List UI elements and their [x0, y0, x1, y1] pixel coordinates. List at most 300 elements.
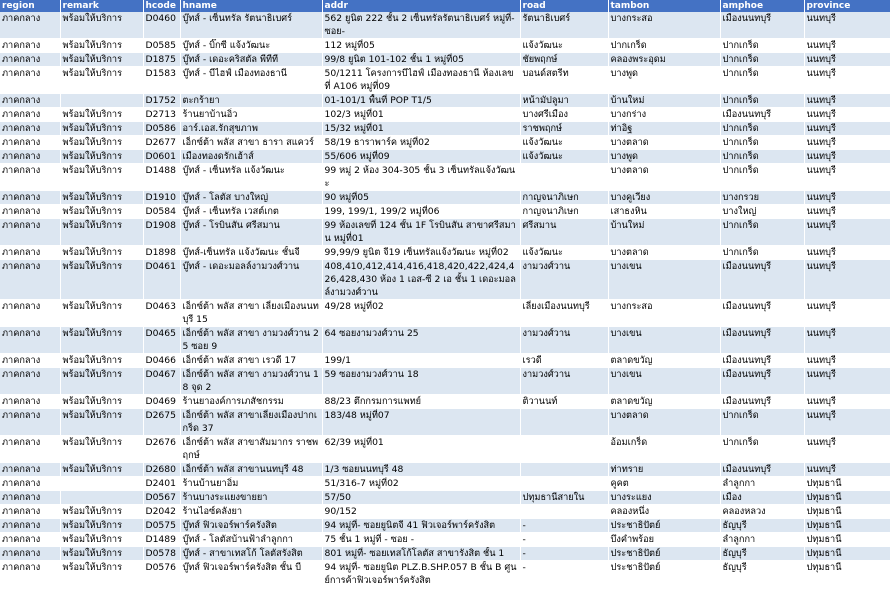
- cell-addr[interactable]: 51/316-7 หมู่ที่02: [322, 477, 520, 491]
- cell-addr[interactable]: 90/152: [322, 505, 520, 519]
- cell-hname[interactable]: ร้านยาองค์การเภสัชกรรม: [180, 395, 322, 409]
- cell-addr[interactable]: 99,99/9 ยูนิต จี19 เซ็นทรัลแจ้งวัฒนะ หมู่ที่02: [322, 246, 520, 260]
- cell-region[interactable]: ภาคกลาง: [0, 67, 60, 94]
- cell-addr[interactable]: 01-101/1 พื้นที่ POP T1/5: [322, 94, 520, 108]
- cell-tambon[interactable]: ประชาธิปัตย์: [608, 519, 720, 533]
- cell-province[interactable]: ปทุมธานี: [804, 477, 890, 491]
- cell-region[interactable]: ภาคกลาง: [0, 191, 60, 205]
- cell-amphoe[interactable]: ปากเกร็ด: [720, 67, 804, 94]
- cell-province[interactable]: นนทบุรี: [804, 108, 890, 122]
- table-row: [0, 395, 890, 409]
- cell-region[interactable]: ภาคกลาง: [0, 164, 60, 191]
- cell-hcode[interactable]: D2680: [143, 463, 180, 477]
- cell-tambon[interactable]: บางเขน: [608, 260, 720, 300]
- cell-amphoe[interactable]: ธัญบุรี: [720, 561, 804, 588]
- cell-hname[interactable]: เมืองทองดรักเฮ้าส์: [180, 150, 322, 164]
- table-row: [0, 327, 890, 354]
- cell-amphoe[interactable]: ธัญบุรี: [720, 547, 804, 561]
- cell-province[interactable]: นนทบุรี: [804, 122, 890, 136]
- cell-remark[interactable]: [60, 94, 143, 108]
- cell-remark[interactable]: พร้อมให้บริการ: [60, 409, 143, 436]
- cell-road[interactable]: [520, 409, 608, 436]
- cell-hname[interactable]: บู๊ทส์ ฟิวเจอร์พาร์ครังสิต ชั้น บี: [180, 561, 322, 588]
- cell-hname[interactable]: เอ็กซ์ต้า พลัส สาขาสัมมากร ราชพฤกษ์: [180, 436, 322, 463]
- cell-addr[interactable]: 15/32 หมู่ที่01: [322, 122, 520, 136]
- header-hname[interactable]: hname: [180, 0, 322, 12]
- cell-hname[interactable]: เอ็กซ์ต้า พลัส สาขา เรวดี 17: [180, 354, 322, 368]
- cell-province[interactable]: ปทุมธานี: [804, 519, 890, 533]
- cell-region[interactable]: ภาคกลาง: [0, 260, 60, 300]
- cell-addr[interactable]: 408,410,412,414,416,418,420,422,424,426,428,430 ห้อง 1 เอส-ซี 2 เอ ชั้น 1 เดอะมอลล์งามวงศ์วาน: [322, 260, 520, 300]
- header-hcode[interactable]: hcode: [143, 0, 180, 12]
- cell-tambon[interactable]: บางพูด: [608, 67, 720, 94]
- cell-amphoe[interactable]: เมืองนนทบุรี: [720, 300, 804, 327]
- cell-tambon[interactable]: ประชาธิปัตย์: [608, 561, 720, 588]
- cell-hcode[interactable]: D0461: [143, 260, 180, 300]
- cell-addr[interactable]: 62/39 หมู่ที่01: [322, 436, 520, 463]
- cell-hname[interactable]: ร้านบางระแยงขายยา: [180, 491, 322, 505]
- cell-road[interactable]: ราชพฤกษ์: [520, 122, 608, 136]
- cell-region[interactable]: ภาคกลาง: [0, 547, 60, 561]
- cell-region[interactable]: ภาคกลาง: [0, 219, 60, 246]
- cell-province[interactable]: ปทุมธานี: [804, 547, 890, 561]
- cell-province[interactable]: นนทบุรี: [804, 395, 890, 409]
- cell-tambon[interactable]: บางคูเวียง: [608, 191, 720, 205]
- cell-road[interactable]: ศรีสมาน: [520, 219, 608, 246]
- cell-amphoe[interactable]: เมืองนนทบุรี: [720, 260, 804, 300]
- cell-hname[interactable]: บู๊ทส์ - เดอะมอลล์งามวงศ์วาน: [180, 260, 322, 300]
- cell-hcode[interactable]: D0586: [143, 122, 180, 136]
- cell-tambon[interactable]: บางกระสอ: [608, 12, 720, 39]
- cell-addr[interactable]: 94 หมู่ที่- ซอยยูนิต PLZ.B.SHP.057 B ชั้น B ศูนย์การค้าฟิวเจอร์พาร์ครังสิต: [322, 561, 520, 588]
- cell-amphoe[interactable]: เมืองนนทบุรี: [720, 12, 804, 39]
- cell-hcode[interactable]: D0567: [143, 491, 180, 505]
- cell-amphoe[interactable]: เมือง: [720, 491, 804, 505]
- cell-hcode[interactable]: D2401: [143, 477, 180, 491]
- cell-tambon[interactable]: ท่าทราย: [608, 463, 720, 477]
- cell-road[interactable]: [520, 505, 608, 519]
- cell-tambon[interactable]: บางระแยง: [608, 491, 720, 505]
- cell-addr[interactable]: 59 ซอยงามวงศ์วาน 18: [322, 368, 520, 395]
- table-row: [0, 533, 890, 547]
- cell-hname[interactable]: บู๊ทส์ - เซ็นทรัล รัตนาธิเบศร์: [180, 12, 322, 39]
- cell-tambon[interactable]: บ้านใหม่: [608, 219, 720, 246]
- cell-remark[interactable]: พร้อมให้บริการ: [60, 39, 143, 53]
- cell-amphoe[interactable]: ปากเกร็ด: [720, 219, 804, 246]
- cell-hcode[interactable]: D2676: [143, 436, 180, 463]
- cell-region[interactable]: ภาคกลาง: [0, 205, 60, 219]
- table-row: [0, 191, 890, 205]
- cell-tambon[interactable]: บางตลาด: [608, 164, 720, 191]
- cell-remark[interactable]: พร้อมให้บริการ: [60, 395, 143, 409]
- cell-amphoe[interactable]: ปากเกร็ด: [720, 53, 804, 67]
- cell-province[interactable]: นนทบุรี: [804, 191, 890, 205]
- table-body: [0, 12, 890, 588]
- cell-hcode[interactable]: D2675: [143, 409, 180, 436]
- cell-province[interactable]: ปทุมธานี: [804, 505, 890, 519]
- cell-road[interactable]: -: [520, 547, 608, 561]
- cell-region[interactable]: ภาคกลาง: [0, 519, 60, 533]
- cell-amphoe[interactable]: คลองหลวง: [720, 505, 804, 519]
- cell-tambon[interactable]: บางตลาด: [608, 246, 720, 260]
- cell-hname[interactable]: บู๊ทส์ - บีไฮฟ์ เมืองทองธานี: [180, 67, 322, 94]
- cell-amphoe[interactable]: บางกรวย: [720, 191, 804, 205]
- cell-amphoe[interactable]: ลำลูกกา: [720, 533, 804, 547]
- cell-remark[interactable]: พร้อมให้บริการ: [60, 463, 143, 477]
- cell-region[interactable]: ภาคกลาง: [0, 409, 60, 436]
- cell-amphoe[interactable]: ปากเกร็ด: [720, 136, 804, 150]
- cell-region[interactable]: ภาคกลาง: [0, 327, 60, 354]
- cell-hname[interactable]: บู๊ทส์ - โลตัสบ้านฟ้าลำลูกกา: [180, 533, 322, 547]
- cell-remark[interactable]: พร้อมให้บริการ: [60, 547, 143, 561]
- cell-addr[interactable]: 90 หมู่ที่05: [322, 191, 520, 205]
- table-row: [0, 246, 890, 260]
- header-tambon[interactable]: tambon: [608, 0, 720, 12]
- cell-road[interactable]: บอนด์สตรีท: [520, 67, 608, 94]
- cell-remark[interactable]: พร้อมให้บริการ: [60, 354, 143, 368]
- cell-tambon[interactable]: ท่าอิฐ: [608, 122, 720, 136]
- cell-addr[interactable]: 99/8 ยูนิต 101-102 ชั้น 1 หมู่ที่05: [322, 53, 520, 67]
- cell-tambon[interactable]: คลองพระอุดม: [608, 53, 720, 67]
- cell-hcode[interactable]: D0463: [143, 300, 180, 327]
- cell-hname[interactable]: เอ็กซ์ต้า พลัส สาขา งามวงศ์วาน 18 จุด 2: [180, 368, 322, 395]
- cell-province[interactable]: ปทุมธานี: [804, 561, 890, 588]
- cell-hcode[interactable]: D0576: [143, 561, 180, 588]
- cell-hname[interactable]: เอ็กซ์ต้า พลัส สาขาเลี่ยงเมืองปากเกร็ด 37: [180, 409, 322, 436]
- cell-remark[interactable]: พร้อมให้บริการ: [60, 150, 143, 164]
- cell-hname[interactable]: บู๊ทส์ - บิ๊กซี แจ้งวัฒนะ: [180, 39, 322, 53]
- cell-remark[interactable]: พร้อมให้บริการ: [60, 327, 143, 354]
- cell-hcode[interactable]: D1910: [143, 191, 180, 205]
- cell-remark[interactable]: พร้อมให้บริการ: [60, 53, 143, 67]
- cell-province[interactable]: นนทบุรี: [804, 39, 890, 53]
- cell-hname[interactable]: ตะกร้ายา: [180, 94, 322, 108]
- table-row: [0, 477, 890, 491]
- cell-region[interactable]: ภาคกลาง: [0, 463, 60, 477]
- cell-province[interactable]: นนทบุรี: [804, 219, 890, 246]
- cell-road[interactable]: -: [520, 519, 608, 533]
- header-remark[interactable]: remark: [60, 0, 143, 12]
- cell-hcode[interactable]: D0575: [143, 519, 180, 533]
- cell-road[interactable]: ติวานนท์: [520, 395, 608, 409]
- cell-hname[interactable]: บู๊ทส์ - เดอะคริสตัล พีทีที: [180, 53, 322, 67]
- table-row: [0, 547, 890, 561]
- cell-hcode[interactable]: D0460: [143, 12, 180, 39]
- cell-remark[interactable]: พร้อมให้บริการ: [60, 108, 143, 122]
- cell-region[interactable]: ภาคกลาง: [0, 108, 60, 122]
- cell-tambon[interactable]: บางเขน: [608, 327, 720, 354]
- cell-road[interactable]: ชัยพฤกษ์: [520, 53, 608, 67]
- header-region[interactable]: region: [0, 0, 60, 12]
- cell-addr[interactable]: 199/1: [322, 354, 520, 368]
- cell-hcode[interactable]: D0601: [143, 150, 180, 164]
- cell-amphoe[interactable]: ปากเกร็ด: [720, 94, 804, 108]
- cell-tambon[interactable]: ตลาดขวัญ: [608, 354, 720, 368]
- cell-amphoe[interactable]: ลำลูกกา: [720, 477, 804, 491]
- cell-amphoe[interactable]: ปากเกร็ด: [720, 164, 804, 191]
- cell-addr[interactable]: 1/3 ซอยนนทบุรี 48: [322, 463, 520, 477]
- cell-addr[interactable]: 562 ยูนิต 222 ชั้น 2 เซ็นทรัลรัตนาธิเบศร์ หมู่ที่- ซอย-: [322, 12, 520, 39]
- cell-amphoe[interactable]: เมืองนนทบุรี: [720, 108, 804, 122]
- cell-tambon[interactable]: เสาธงหิน: [608, 205, 720, 219]
- cell-remark[interactable]: พร้อมให้บริการ: [60, 136, 143, 150]
- cell-addr[interactable]: 75 ชั้น 1 หมู่ที่ - ซอย -: [322, 533, 520, 547]
- cell-region[interactable]: ภาคกลาง: [0, 150, 60, 164]
- cell-amphoe[interactable]: ปากเกร็ด: [720, 150, 804, 164]
- cell-hcode[interactable]: D0469: [143, 395, 180, 409]
- cell-road[interactable]: บางศรีเมือง: [520, 108, 608, 122]
- cell-province[interactable]: นนทบุรี: [804, 246, 890, 260]
- cell-hcode[interactable]: D1898: [143, 246, 180, 260]
- cell-province[interactable]: นนทบุรี: [804, 436, 890, 463]
- cell-remark[interactable]: พร้อมให้บริการ: [60, 122, 143, 136]
- cell-amphoe[interactable]: ปากเกร็ด: [720, 39, 804, 53]
- cell-province[interactable]: นนทบุรี: [804, 368, 890, 395]
- table-row: [0, 409, 890, 436]
- cell-hcode[interactable]: D0465: [143, 327, 180, 354]
- cell-hcode[interactable]: D1488: [143, 164, 180, 191]
- cell-hname[interactable]: บู๊ทส์ - โลตัส บางใหญ่: [180, 191, 322, 205]
- cell-addr[interactable]: 64 ซอยงามวงศ์วาน 25: [322, 327, 520, 354]
- cell-remark[interactable]: [60, 491, 143, 505]
- cell-region[interactable]: ภาคกลาง: [0, 561, 60, 588]
- cell-road[interactable]: -: [520, 533, 608, 547]
- cell-addr[interactable]: 112 หมู่ที่05: [322, 39, 520, 53]
- cell-region[interactable]: ภาคกลาง: [0, 122, 60, 136]
- cell-road[interactable]: -: [520, 561, 608, 588]
- cell-hcode[interactable]: D1752: [143, 94, 180, 108]
- cell-tambon[interactable]: บ้านใหม่: [608, 94, 720, 108]
- cell-road[interactable]: ปทุมธานีสายใน: [520, 491, 608, 505]
- cell-province[interactable]: นนทบุรี: [804, 327, 890, 354]
- cell-hcode[interactable]: D0466: [143, 354, 180, 368]
- cell-addr[interactable]: 183/48 หมู่ที่07: [322, 409, 520, 436]
- cell-remark[interactable]: พร้อมให้บริการ: [60, 561, 143, 588]
- cell-region[interactable]: ภาคกลาง: [0, 94, 60, 108]
- cell-amphoe[interactable]: เมืองนนทบุรี: [720, 368, 804, 395]
- cell-road[interactable]: [520, 436, 608, 463]
- cell-region[interactable]: ภาคกลาง: [0, 533, 60, 547]
- cell-road[interactable]: หน้ามัปลูมา: [520, 94, 608, 108]
- cell-tambon[interactable]: บางตลาด: [608, 136, 720, 150]
- cell-province[interactable]: นนทบุรี: [804, 12, 890, 39]
- cell-hname[interactable]: ร้านยาบ้านอิ่ว: [180, 108, 322, 122]
- cell-hcode[interactable]: D2713: [143, 108, 180, 122]
- cell-province[interactable]: นนทบุรี: [804, 354, 890, 368]
- cell-region[interactable]: ภาคกลาง: [0, 246, 60, 260]
- cell-province[interactable]: นนทบุรี: [804, 300, 890, 327]
- cell-hcode[interactable]: D2042: [143, 505, 180, 519]
- cell-tambon[interactable]: บึงคำพร้อย: [608, 533, 720, 547]
- cell-province[interactable]: นนทบุรี: [804, 136, 890, 150]
- cell-road[interactable]: เรวดี: [520, 354, 608, 368]
- cell-amphoe[interactable]: ปากเกร็ด: [720, 246, 804, 260]
- cell-amphoe[interactable]: เมืองนนทบุรี: [720, 395, 804, 409]
- table-row: [0, 122, 890, 136]
- cell-hcode[interactable]: D0585: [143, 39, 180, 53]
- cell-remark[interactable]: พร้อมให้บริการ: [60, 67, 143, 94]
- cell-region[interactable]: ภาคกลาง: [0, 491, 60, 505]
- cell-road[interactable]: แจ้งวัฒนะ: [520, 39, 608, 53]
- table-row: [0, 12, 890, 39]
- table-row: [0, 436, 890, 463]
- cell-remark[interactable]: พร้อมให้บริการ: [60, 368, 143, 395]
- cell-hname[interactable]: บู๊ทส์ - โรบินสัน ศรีสมาน: [180, 219, 322, 246]
- cell-region[interactable]: ภาคกลาง: [0, 39, 60, 53]
- cell-addr[interactable]: 88/23 ตึกกรมการแพทย์: [322, 395, 520, 409]
- cell-hcode[interactable]: D2677: [143, 136, 180, 150]
- cell-hcode[interactable]: D1875: [143, 53, 180, 67]
- cell-addr[interactable]: 57/50: [322, 491, 520, 505]
- cell-remark[interactable]: พร้อมให้บริการ: [60, 191, 143, 205]
- cell-remark[interactable]: พร้อมให้บริการ: [60, 300, 143, 327]
- cell-remark[interactable]: พร้อมให้บริการ: [60, 205, 143, 219]
- cell-hname[interactable]: บู๊ทส์-เซ็นทรัล แจ้งวัฒนะ ชั้นจี: [180, 246, 322, 260]
- cell-amphoe[interactable]: เมืองนนทบุรี: [720, 327, 804, 354]
- cell-addr[interactable]: 58/19 ธาราพาร์ค หมู่ที่02: [322, 136, 520, 150]
- cell-hname[interactable]: บู๊ทส์ - เซ็นทรัล แจ้งวัฒนะ: [180, 164, 322, 191]
- table-row: [0, 561, 890, 588]
- cell-road[interactable]: แจ้งวัฒนะ: [520, 150, 608, 164]
- cell-remark[interactable]: พร้อมให้บริการ: [60, 12, 143, 39]
- cell-region[interactable]: ภาคกลาง: [0, 136, 60, 150]
- header-amphoe[interactable]: amphoe: [720, 0, 804, 12]
- cell-hname[interactable]: บู๊ทส์ - เซ็นทรัล เวสต์เกต: [180, 205, 322, 219]
- cell-road[interactable]: เลี่ยงเมืองนนทบุรี: [520, 300, 608, 327]
- cell-province[interactable]: นนทบุรี: [804, 409, 890, 436]
- table-row: [0, 94, 890, 108]
- cell-road[interactable]: [520, 164, 608, 191]
- cell-tambon[interactable]: ตลาดขวัญ: [608, 395, 720, 409]
- cell-hname[interactable]: เอ็กซ์ต้า พลัส สาขานนทบุรี 48: [180, 463, 322, 477]
- cell-tambon[interactable]: คลองหนึ่ง: [608, 505, 720, 519]
- cell-hname[interactable]: อาร์.เอส.รักสุขภาพ: [180, 122, 322, 136]
- cell-hcode[interactable]: D0467: [143, 368, 180, 395]
- cell-hname[interactable]: ร้านบ้านยาอิ่ม: [180, 477, 322, 491]
- cell-road[interactable]: งามวงศ์วาน: [520, 260, 608, 300]
- cell-amphoe[interactable]: ธัญบุรี: [720, 519, 804, 533]
- cell-addr[interactable]: 50/1211 โครงการบีไฮฟ์ เมืองทองธานี ห้องเลขที่ A106 หมู่ที่09: [322, 67, 520, 94]
- cell-addr[interactable]: 49/28 หมู่ที่02: [322, 300, 520, 327]
- table-row: [0, 354, 890, 368]
- cell-hcode[interactable]: D0584: [143, 205, 180, 219]
- cell-remark[interactable]: พร้อมให้บริการ: [60, 533, 143, 547]
- cell-province[interactable]: นนทบุรี: [804, 205, 890, 219]
- cell-region[interactable]: ภาคกลาง: [0, 477, 60, 491]
- cell-tambon[interactable]: ประชาธิปัตย์: [608, 547, 720, 561]
- cell-region[interactable]: ภาคกลาง: [0, 12, 60, 39]
- cell-province[interactable]: ปทุมธานี: [804, 491, 890, 505]
- cell-hcode[interactable]: D1489: [143, 533, 180, 547]
- cell-amphoe[interactable]: ปากเกร็ด: [720, 409, 804, 436]
- cell-tambon[interactable]: บางกระสอ: [608, 300, 720, 327]
- cell-addr[interactable]: 55/606 หมู่ที่09: [322, 150, 520, 164]
- cell-hname[interactable]: เอ็กซ์ต้า พลัส สาขา เลี่ยงเมืองนนทบุรี 15: [180, 300, 322, 327]
- cell-remark[interactable]: พร้อมให้บริการ: [60, 505, 143, 519]
- cell-province[interactable]: นนทบุรี: [804, 463, 890, 477]
- table-row: [0, 67, 890, 94]
- cell-amphoe[interactable]: บางใหญ่: [720, 205, 804, 219]
- cell-addr[interactable]: 99 ห้องเลขที่ 124 ชั้น 1F โรบินสัน สาขาศรีสมาน หมู่ที่01: [322, 219, 520, 246]
- cell-province[interactable]: นนทบุรี: [804, 260, 890, 300]
- cell-region[interactable]: ภาคกลาง: [0, 354, 60, 368]
- cell-remark[interactable]: [60, 477, 143, 491]
- cell-province[interactable]: นนทบุรี: [804, 53, 890, 67]
- cell-road[interactable]: แจ้งวัฒนะ: [520, 136, 608, 150]
- cell-remark[interactable]: พร้อมให้บริการ: [60, 164, 143, 191]
- cell-region[interactable]: ภาคกลาง: [0, 436, 60, 463]
- cell-region[interactable]: ภาคกลาง: [0, 53, 60, 67]
- cell-addr[interactable]: 94 หมู่ที่- ซอยยูนิตจี 41 ฟิวเจอร์พาร์ครังสิต: [322, 519, 520, 533]
- cell-tambon[interactable]: บางตลาด: [608, 409, 720, 436]
- cell-remark[interactable]: พร้อมให้บริการ: [60, 436, 143, 463]
- cell-hcode[interactable]: D0578: [143, 547, 180, 561]
- cell-road[interactable]: แจ้งวัฒนะ: [520, 246, 608, 260]
- table-row: [0, 164, 890, 191]
- cell-tambon[interactable]: บางเขน: [608, 368, 720, 395]
- cell-amphoe[interactable]: ปากเกร็ด: [720, 122, 804, 136]
- cell-hname[interactable]: บู๊ทส์ ฟิวเจอร์พาร์ครังสิต: [180, 519, 322, 533]
- cell-hname[interactable]: ร้านไอซ์คลังยา: [180, 505, 322, 519]
- cell-hname[interactable]: เอ็กซ์ต้า พลัส สาขา ธารา สแควร์: [180, 136, 322, 150]
- cell-tambon[interactable]: คูคต: [608, 477, 720, 491]
- cell-addr[interactable]: 99 หมู่ 2 ห้อง 304-305 ชั้น 3 เซ็นทรัลแจ้งวัฒนะ: [322, 164, 520, 191]
- cell-tambon[interactable]: ปากเกร็ด: [608, 39, 720, 53]
- table-row: [0, 463, 890, 477]
- cell-remark[interactable]: พร้อมให้บริการ: [60, 219, 143, 246]
- cell-addr[interactable]: 102/3 หมู่ที่01: [322, 108, 520, 122]
- cell-region[interactable]: ภาคกลาง: [0, 505, 60, 519]
- cell-province[interactable]: นนทบุรี: [804, 164, 890, 191]
- cell-remark[interactable]: พร้อมให้บริการ: [60, 519, 143, 533]
- cell-road[interactable]: กาญจนาภิเษก: [520, 205, 608, 219]
- header-road[interactable]: road: [520, 0, 608, 12]
- header-province[interactable]: province: [804, 0, 890, 12]
- cell-amphoe[interactable]: เมืองนนทบุรี: [720, 463, 804, 477]
- cell-road[interactable]: งามวงศ์วาน: [520, 327, 608, 354]
- cell-hcode[interactable]: D1908: [143, 219, 180, 246]
- cell-region[interactable]: ภาคกลาง: [0, 300, 60, 327]
- table-row: [0, 219, 890, 246]
- cell-addr[interactable]: 801 หมู่ที่- ซอยเทสโก้โลตัส สาขารังสิต ชั้น 1: [322, 547, 520, 561]
- cell-road[interactable]: งามวงศ์วาน: [520, 368, 608, 395]
- cell-hname[interactable]: บู๊ทส์ - สาขาเทสโก้ โลตัสรังสิต: [180, 547, 322, 561]
- cell-amphoe[interactable]: เมืองนนทบุรี: [720, 354, 804, 368]
- cell-tambon[interactable]: บางกร่าง: [608, 108, 720, 122]
- table-row: [0, 53, 890, 67]
- cell-province[interactable]: ปทุมธานี: [804, 533, 890, 547]
- cell-province[interactable]: นนทบุรี: [804, 94, 890, 108]
- cell-road[interactable]: รัตนาธิเบศร์: [520, 12, 608, 39]
- cell-hcode[interactable]: D1583: [143, 67, 180, 94]
- cell-addr[interactable]: 199, 199/1, 199/2 หมู่ที่06: [322, 205, 520, 219]
- cell-amphoe[interactable]: ปากเกร็ด: [720, 436, 804, 463]
- header-addr[interactable]: addr: [322, 0, 520, 12]
- cell-province[interactable]: นนทบุรี: [804, 67, 890, 94]
- cell-road[interactable]: [520, 463, 608, 477]
- cell-province[interactable]: นนทบุรี: [804, 150, 890, 164]
- cell-hname[interactable]: เอ็กซ์ต้า พลัส สาขา งามวงศ์วาน 25 ซอย 9: [180, 327, 322, 354]
- cell-remark[interactable]: พร้อมให้บริการ: [60, 260, 143, 300]
- table-row: [0, 491, 890, 505]
- cell-region[interactable]: ภาคกลาง: [0, 368, 60, 395]
- cell-road[interactable]: [520, 477, 608, 491]
- cell-tambon[interactable]: อ้อมเกร็ด: [608, 436, 720, 463]
- cell-road[interactable]: กาญจนาภิเษก: [520, 191, 608, 205]
- cell-region[interactable]: ภาคกลาง: [0, 395, 60, 409]
- cell-tambon[interactable]: บางพูด: [608, 150, 720, 164]
- cell-remark[interactable]: พร้อมให้บริการ: [60, 246, 143, 260]
